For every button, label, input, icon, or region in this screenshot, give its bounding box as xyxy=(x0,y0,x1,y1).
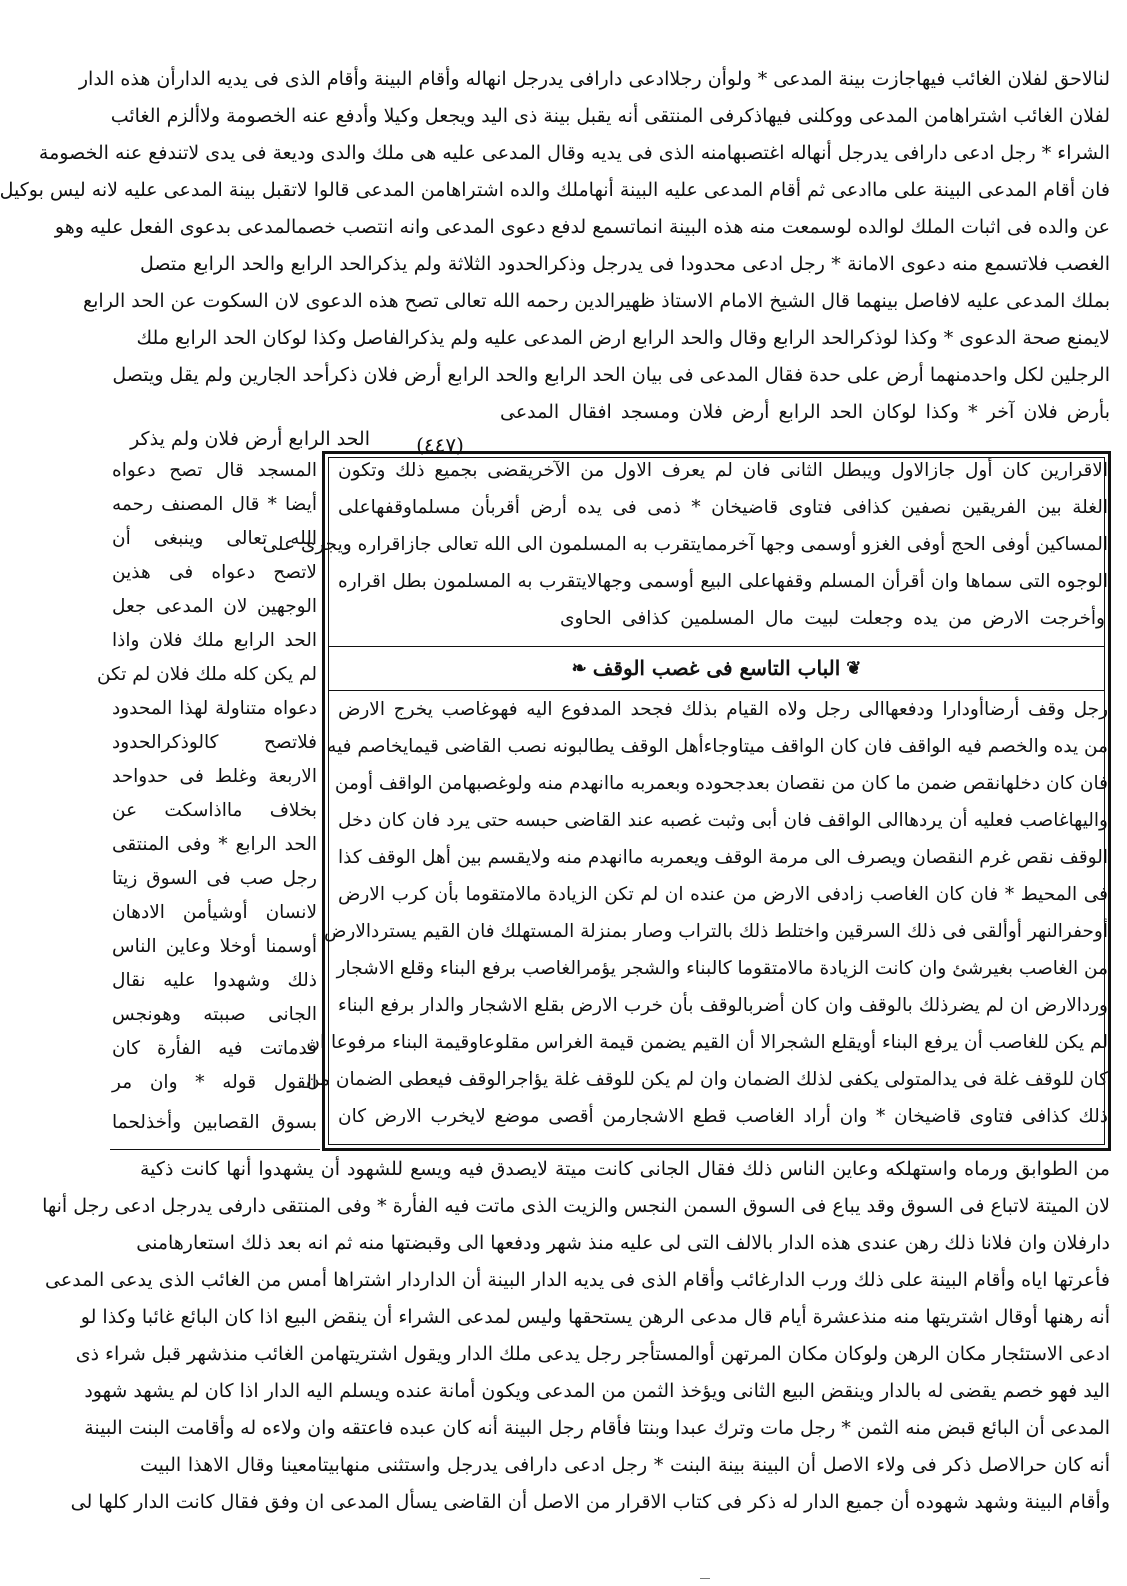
text-line: بملك المدعى عليه لافاصل بينهما قال الشيخ الامام الاستاذ ظهيرالدين رحمه الله تعالى تصح هذه الدعوى لان السكوت عن الحد الرابع xyxy=(83,290,1110,312)
side-line: المسجد قال تصح دعواه xyxy=(112,460,317,481)
text-line-tail: الحد الرابع أرض فلان ولم يذكر xyxy=(130,428,370,450)
box-line: من الغاصب بغيرشئ وان كانت الزيادة مالامتقوما كالبناء والشجر يؤمرالغاصب برفع البناء وقلع الاشجار xyxy=(336,958,1108,979)
text-line: لنالاحق لفلان الغائب فيهاجازت بينة المدعى * ولوأن رجلاادعى دارافى يدرجل انهاله وأقام البينة وأقام الذى فى يديه الدارأن هذه الدار xyxy=(78,68,1110,90)
side-line: لانسان أوشيأمن الادهان xyxy=(112,902,317,923)
scan-mark xyxy=(700,1578,710,1585)
text-line: لفلان الغائب اشتراهامن المدعى ووكلنى فيهاذكرفى المنتقى أنه يقبل بينة ذى اليد ويجعل وكيلا وأدفع عنه الخصومة ولاألزم الغائب xyxy=(110,105,1110,127)
chapter-title: الباب التاسع فى غصب الوقف xyxy=(592,656,841,680)
ornament-right-icon: ❦ xyxy=(846,657,862,679)
text-line: الرجلين لكل واحدمنهما أرض على حدة فقال المدعى فى بيان الحد الرابع والحد الرابع أرض فلان ذكرأحد الجارين ولم يقل ويتصل xyxy=(112,364,1110,386)
text-line: أنه رهنها أوقال اشتريتها منه منذعشرة أيام قال مدعى الرهن يستحقها وليس لمدعى الشراء أن ينقض البيع اذا كان البائع غائبا وكذا لو xyxy=(80,1306,1110,1328)
side-column-rule xyxy=(110,1149,320,1150)
side-line: الله تعالى وينبغى أن xyxy=(112,528,317,549)
box-line: من يده والخصم فيه الواقف فان كان الواقف ميتاوجاءأهل الوقف يطالبونه نصب القاضى قيمايخاصم فيه xyxy=(327,736,1108,757)
text-line: المدعى أن البائع قبض منه الثمن * رجل مات وترك عبدا وبنتا فأقام رجل البينة أنه كان عبده فاعتقه وان ولاءه له وأقامت البنت البينة xyxy=(84,1417,1110,1439)
text-line: من الطوابق ورماه واستهلكه وعاين الناس ذلك فقال الجانى كانت ميتة لايصدق فيه ويسع للشهود أن يشهدوا أنها كانت ذكية xyxy=(140,1158,1110,1180)
side-line: قدماتت فيه الفأرة كان xyxy=(112,1038,317,1059)
text-line: وأقام البينة وشهد شهوده أن جميع الدار له ذكر فى كتاب الاقرار من الاصل أن القاضى يسأل المدعى ان وفق فقال كانت الدار كلها لى xyxy=(70,1491,1110,1513)
side-line: الجانى صببته وهونجس xyxy=(112,1004,317,1025)
text-line: ادعى الاستئجار مكان الرهن ولوكان مكان المرتهن أوالمستأجر رجل يدعى ملك الدار ويقول اشتريتهامن الغائب منذشهر قبل شراء ذى xyxy=(75,1343,1110,1365)
side-line: ذلك وشهدوا عليه نقال xyxy=(112,970,317,991)
chapter-rule-top xyxy=(328,646,1105,647)
box-line: لم يكن للغاصب أن يرفع البناء أويقلع الشجرالا أن القيم يضمن قيمة الغراس مقلوعاوقيمة البناء مرفوعا ان xyxy=(306,1032,1108,1053)
side-line: فلاتصح كالوذكرالحدود xyxy=(112,732,317,753)
box-line: واليهاغاصب فعليه أن يردهاالى الواقف فان أبى وثبت غصبه عند القاضى حبسه حتى يرد فان كان دخل xyxy=(338,810,1108,831)
box-line: أوحفرالنهر أوألقى فى ذلك السرقين واختلط ذلك بالتراب وصار بمنزلة المستهلك فان القيم يستردالارض xyxy=(324,921,1108,942)
box-line: فان كان دخلهانقص ضمن ما كان من نقصان بعدجحوده وبعمربه ماانهدم منه ولوغصبهامن الواقف أومن xyxy=(334,773,1108,794)
side-line: الحد الرابع * وفى المنتقى xyxy=(112,834,317,855)
side-line: لم يكن كله ملك فلان لم تكن xyxy=(96,664,317,685)
page-number: (٤٤٧) xyxy=(416,433,464,457)
box-line: الوجوه التى سماها وان أقرأن المسلم وقفهاعلى البيع أوسمى وجهالايتقرب به المسلمون بطل اقراره xyxy=(338,571,1108,592)
chapter-rule-bottom xyxy=(328,690,1105,691)
text-line: بأرض فلان آخر * وكذا لوكان الحد الرابع أرض فلان ومسجد افقال المدعى xyxy=(500,401,1110,423)
ornament-left-icon: ❧ xyxy=(571,657,587,679)
text-line: لان الميتة لاتباع فى السوق وقد يباع فى السوق السمن النجس والزيت الذى ماتت فيه الفأرة * وفى المنتقى دارفى يدرجل ادعى رجل أنها xyxy=(42,1195,1110,1217)
box-line: الاقرارين كان أول جازالاول ويبطل الثانى فان لم يعرف الاول من الآخريقضى بجميع ذلك وتكون xyxy=(338,460,1108,481)
side-line: الاربعة وغلط فى حدواحد xyxy=(112,766,317,787)
side-line: لاتصح دعواه فى هذين xyxy=(112,562,317,583)
text-line: اليد فهو خصم يقضى له بالدار وينقض البيع الثانى ويؤخذ الثمن من المدعى ويكون أمانة عنده ويسلم اليه الدار اذا كان لم يشهد شهود xyxy=(84,1380,1110,1402)
text-line: فأعرتها اياه وأقام البينة على ذلك ورب الدارغائب وأقام الذى فى يديه الدار البينة أن الداردار اشتراها أمس من الغائب الذى يدعى المدعى xyxy=(45,1269,1110,1291)
text-line: الشراء * رجل ادعى دارافى يدرجل أنهاله اغتصبهامنه الذى فى يديه وقال المدعى عليه هى ملك والدى وديعة فى يدى لاتندفع عنه الخصومة xyxy=(38,142,1110,164)
box-line: وأخرجت الارض من يده وجعلت لبيت مال المسلمين كذافى الحاوى xyxy=(560,608,1105,629)
text-line: أنه كان حرالاصل ذكر فى ولاء الاصل أن البينة بينة البنت * رجل ادعى دارافى يدرجل واستثنى منهابيتامعينا وقال الاهذا البيت xyxy=(140,1454,1110,1476)
box-line: ذلك كذافى فتاوى قاضيخان * وان أراد الغاصب قطع الاشجارمن أقصى موضع لايخرب الارض كان xyxy=(338,1106,1108,1127)
box-line: فى المحيط * فان كان الغاصب زادفى الارض من عنده ان لم تكن الزيادة مالامتقوما بأن كرب الارض xyxy=(338,884,1108,905)
box-line: المساكين أوفى الحج أوفى الغزو أوسمى وجها آخرممايتقرب به المسلمون الى الله تعالى جازاقراره ويجرى على xyxy=(262,534,1108,555)
box-line: رجل وقف أرضاأودارا ودفعهاالى رجل ولاه القيام بذلك فجحد المدفوع اليه فهوغاصب يخرج الارض xyxy=(338,699,1108,720)
box-line: وردالارض ان لم يضرذلك بالوقف وان كان أضربالوقف بأن خرب الارض بقلع الاشجار والدار برفع البناء xyxy=(338,995,1108,1016)
text-line: لايمنع صحة الدعوى * وكذا لوذكرالحد الرابع وقال والحد الرابع ارض المدعى عليه ولم يذكرالفاصل وكذا لوكان الحد الرابع ملك xyxy=(136,327,1110,349)
side-line: بسوق القصابين وأخذلحما xyxy=(112,1112,317,1133)
side-line: الوجهين لان المدعى جعل xyxy=(112,596,317,617)
text-line: الغصب فلاتسمع منه دعوى الامانة * رجل ادعى محدودا فى يدرجل وذكرالحدود الثلاثة ولم يذكرالحد الرابع والحد الرابع متصل xyxy=(140,253,1110,275)
chapter-heading xyxy=(330,651,1103,685)
side-line: الحد الرابع ملك فلان واذا xyxy=(112,630,317,651)
side-line: بخلاف مااذاسكت عن xyxy=(112,800,317,821)
text-line: عن والده فى اثبات الملك لوالده لوسمعت منه هذه البينة انماتسمع لدفع دعوى المدعى وانه انتصب خصمالمدعى بدعوى الفعل عليه وهو xyxy=(54,216,1110,238)
side-line: رجل صب فى السوق زيتا xyxy=(112,868,317,889)
box-line: الغلة بين الفريقين نصفين كذافى فتاوى قاضيخان * ذمى فى يده أرض أقربأن مسلماوقفهاعلى xyxy=(338,497,1108,518)
side-line: دعواه متناولة لهذا المحدود xyxy=(112,698,317,719)
side-line: أيضا * قال المصنف رحمه xyxy=(112,494,317,515)
box-line: الوقف نقص غرم النقصان ويصرف الى مرمة الوقف ويعمربه ماانهدم منه ولايقسم بين أهل الوقف كذا xyxy=(338,847,1108,868)
text-line: فان أقام المدعى البينة على ماادعى ثم أقام المدعى عليه البينة أنهاملك والده اشتراهامن المدعى قالوا لاتقبل بينة المدعى عليه لانه ليس بوكيل xyxy=(0,179,1110,201)
side-line: أوسمنا أوخلا وعاين الناس xyxy=(112,936,317,957)
text-line: دارفلان وان فلانا ذلك رهن عندى هذه الدار بالالف التى لى عليه منذ شهر ودفعها الى وقبضتها منه ثم انه بعد ذلك استعارهامنى xyxy=(136,1232,1110,1254)
side-line: القول قوله * وان مر xyxy=(112,1072,317,1093)
box-line: كان للوقف غلة فى يدالمتولى يكفى لذلك الضمان وان لم يكن للوقف غلة يؤاجرالوقف فيعطى الضمان من xyxy=(306,1069,1108,1090)
